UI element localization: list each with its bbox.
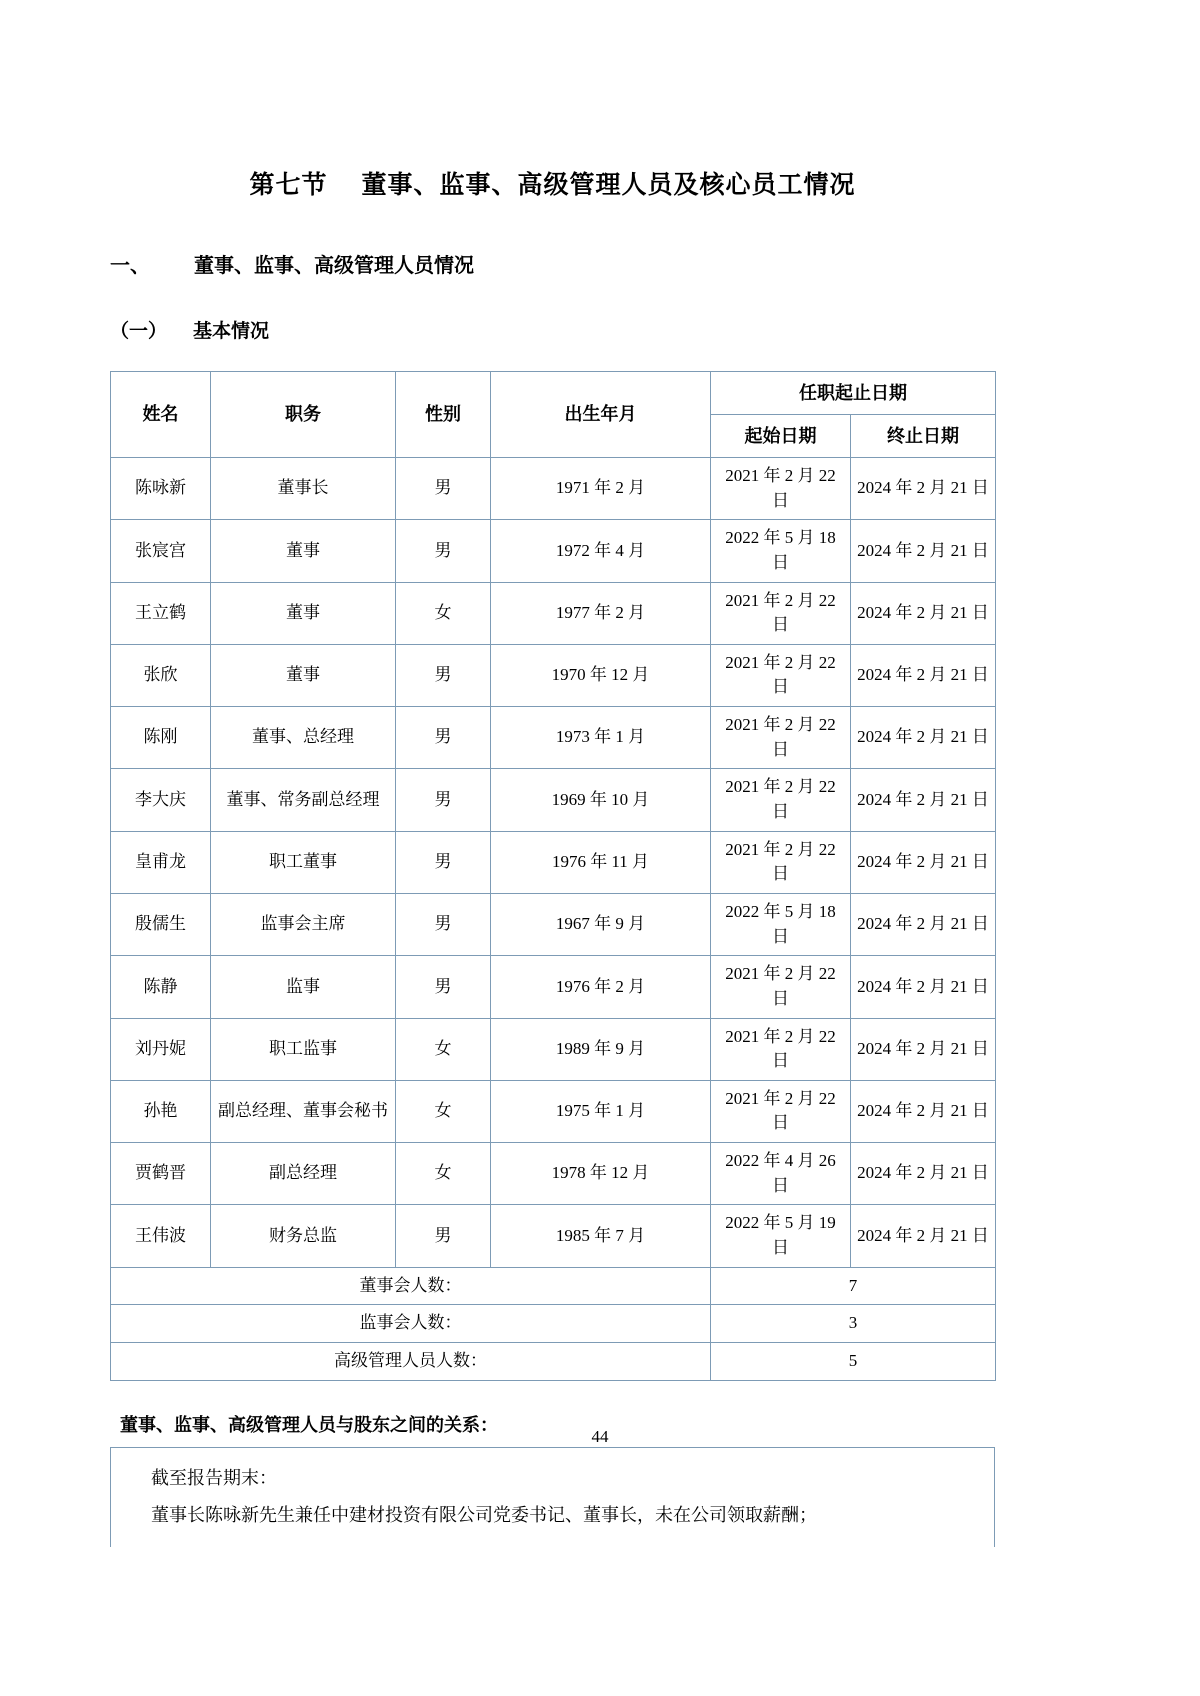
table-row [111,956,996,1018]
cell-birth: 1972 年 4 月 [491,520,711,582]
cell-start-date: 2021 年 2 月 22 日 [711,769,851,831]
cell-gender: 女 [396,1018,491,1080]
cell-gender: 男 [396,1205,491,1267]
table-row [111,893,996,955]
table-row [111,707,996,769]
cell-birth: 1971 年 2 月 [491,458,711,520]
summary-value-board: 7 [711,1267,996,1305]
column-header-start-date: 起始日期 [711,415,851,458]
cell-position: 副总经理、董事会秘书 [211,1080,396,1142]
cell-gender: 女 [396,1143,491,1205]
cell-position: 董事 [211,582,396,644]
table-row [111,644,996,706]
summary-row [111,1305,996,1343]
cell-birth: 1976 年 11 月 [491,831,711,893]
cell-name: 皇甫龙 [111,831,211,893]
heading-2-number: （一） [110,321,168,342]
cell-gender: 男 [396,644,491,706]
summary-label-board: 董事会人数： [111,1267,711,1305]
table-row [111,520,996,582]
cell-name: 殷儒生 [111,893,211,955]
cell-birth: 1970 年 12 月 [491,644,711,706]
page-content [110,165,995,1547]
cell-end-date: 2024 年 2 月 21 日 [851,707,996,769]
cell-position: 董事、总经理 [211,707,396,769]
cell-birth: 1976 年 2 月 [491,956,711,1018]
column-header-gender: 性别 [396,372,491,458]
cell-position: 董事 [211,520,396,582]
summary-row [111,1267,996,1305]
cell-start-date: 2022 年 5 月 18 日 [711,893,851,955]
cell-start-date: 2021 年 2 月 22 日 [711,644,851,706]
cell-gender: 女 [396,582,491,644]
cell-gender: 男 [396,458,491,520]
summary-value-senior-management: 5 [711,1342,996,1380]
cell-end-date: 2024 年 2 月 21 日 [851,1080,996,1142]
cell-birth: 1969 年 10 月 [491,769,711,831]
relationship-note-table [110,1447,995,1548]
heading-level-1 [110,249,995,278]
cell-end-date: 2024 年 2 月 21 日 [851,1205,996,1267]
column-header-term: 任职起止日期 [711,372,996,415]
cell-name: 王伟波 [111,1205,211,1267]
cell-name: 陈刚 [111,707,211,769]
cell-birth: 1978 年 12 月 [491,1143,711,1205]
cell-end-date: 2024 年 2 月 21 日 [851,893,996,955]
cell-position: 副总经理 [211,1143,396,1205]
section-title-right: 董事、监事、高级管理人员及核心员工情况 [361,172,856,199]
cell-name: 王立鹤 [111,582,211,644]
cell-start-date: 2021 年 2 月 22 日 [711,1080,851,1142]
table-row [111,769,996,831]
management-table [110,371,996,1381]
page-title [110,165,995,201]
table-row [111,458,996,520]
cell-gender: 女 [396,1080,491,1142]
heading-2-text: 基本情况 [193,321,270,342]
cell-position: 监事 [211,956,396,1018]
summary-value-supervisors: 3 [711,1305,996,1343]
section-title-left: 第七节 [249,172,328,199]
note-cell [111,1447,995,1547]
cell-end-date: 2024 年 2 月 21 日 [851,644,996,706]
cell-name: 贾鹤晋 [111,1143,211,1205]
cell-start-date: 2021 年 2 月 22 日 [711,582,851,644]
table-row [111,1080,996,1142]
summary-label-supervisors: 监事会人数： [111,1305,711,1343]
summary-label-senior-management: 高级管理人员人数： [111,1342,711,1380]
cell-name: 孙艳 [111,1080,211,1142]
table-row [111,831,996,893]
cell-position: 董事 [211,644,396,706]
table-row [111,1143,996,1205]
cell-start-date: 2021 年 2 月 22 日 [711,707,851,769]
column-header-name: 姓名 [111,372,211,458]
table-row [111,582,996,644]
cell-position: 董事、常务副总经理 [211,769,396,831]
cell-end-date: 2024 年 2 月 21 日 [851,831,996,893]
cell-gender: 男 [396,520,491,582]
heading-1-number: 一、 [110,255,150,277]
table-row [111,1205,996,1267]
column-header-position: 职务 [211,372,396,458]
cell-start-date: 2021 年 2 月 22 日 [711,831,851,893]
summary-row [111,1342,996,1380]
table-header [111,372,996,458]
cell-start-date: 2022 年 5 月 18 日 [711,520,851,582]
cell-position: 财务总监 [211,1205,396,1267]
cell-gender: 男 [396,831,491,893]
cell-end-date: 2024 年 2 月 21 日 [851,582,996,644]
note-line-1: 截至报告期末： [151,1467,277,1488]
cell-gender: 男 [396,893,491,955]
heading-1-text: 董事、监事、高级管理人员情况 [194,255,474,277]
relationship-heading: 董事、监事、高级管理人员与股东之间的关系： [120,1414,498,1435]
note-row [111,1447,995,1547]
cell-name: 张欣 [111,644,211,706]
cell-position: 职工董事 [211,831,396,893]
column-header-birth: 出生年月 [491,372,711,458]
cell-name: 陈咏新 [111,458,211,520]
cell-start-date: 2021 年 2 月 22 日 [711,956,851,1018]
cell-end-date: 2024 年 2 月 21 日 [851,520,996,582]
cell-start-date: 2021 年 2 月 22 日 [711,458,851,520]
cell-end-date: 2024 年 2 月 21 日 [851,1018,996,1080]
cell-birth: 1989 年 9 月 [491,1018,711,1080]
cell-position: 职工监事 [211,1018,396,1080]
cell-position: 董事长 [211,458,396,520]
heading-level-2 [110,316,995,343]
table-header-row-1 [111,372,996,415]
cell-birth: 1977 年 2 月 [491,582,711,644]
cell-birth: 1985 年 7 月 [491,1205,711,1267]
cell-end-date: 2024 年 2 月 21 日 [851,458,996,520]
cell-end-date: 2024 年 2 月 21 日 [851,1143,996,1205]
cell-gender: 男 [396,707,491,769]
cell-gender: 男 [396,956,491,1018]
cell-name: 刘丹妮 [111,1018,211,1080]
cell-end-date: 2024 年 2 月 21 日 [851,956,996,1018]
cell-position: 监事会主席 [211,893,396,955]
cell-start-date: 2022 年 5 月 19 日 [711,1205,851,1267]
cell-birth: 1967 年 9 月 [491,893,711,955]
cell-birth: 1973 年 1 月 [491,707,711,769]
page-number: 44 [591,1427,609,1446]
cell-name: 李大庆 [111,769,211,831]
cell-end-date: 2024 年 2 月 21 日 [851,769,996,831]
cell-birth: 1975 年 1 月 [491,1080,711,1142]
cell-start-date: 2022 年 4 月 26 日 [711,1143,851,1205]
cell-gender: 男 [396,769,491,831]
cell-name: 陈静 [111,956,211,1018]
table-body [111,458,996,1381]
table-row [111,1018,996,1080]
column-header-end-date: 终止日期 [851,415,996,458]
note-line-2: 董事长陈咏新先生兼任中建材投资有限公司党委书记、董事长，未在公司领取薪酬； [151,1505,817,1526]
cell-start-date: 2021 年 2 月 22 日 [711,1018,851,1080]
cell-name: 张宸宫 [111,520,211,582]
